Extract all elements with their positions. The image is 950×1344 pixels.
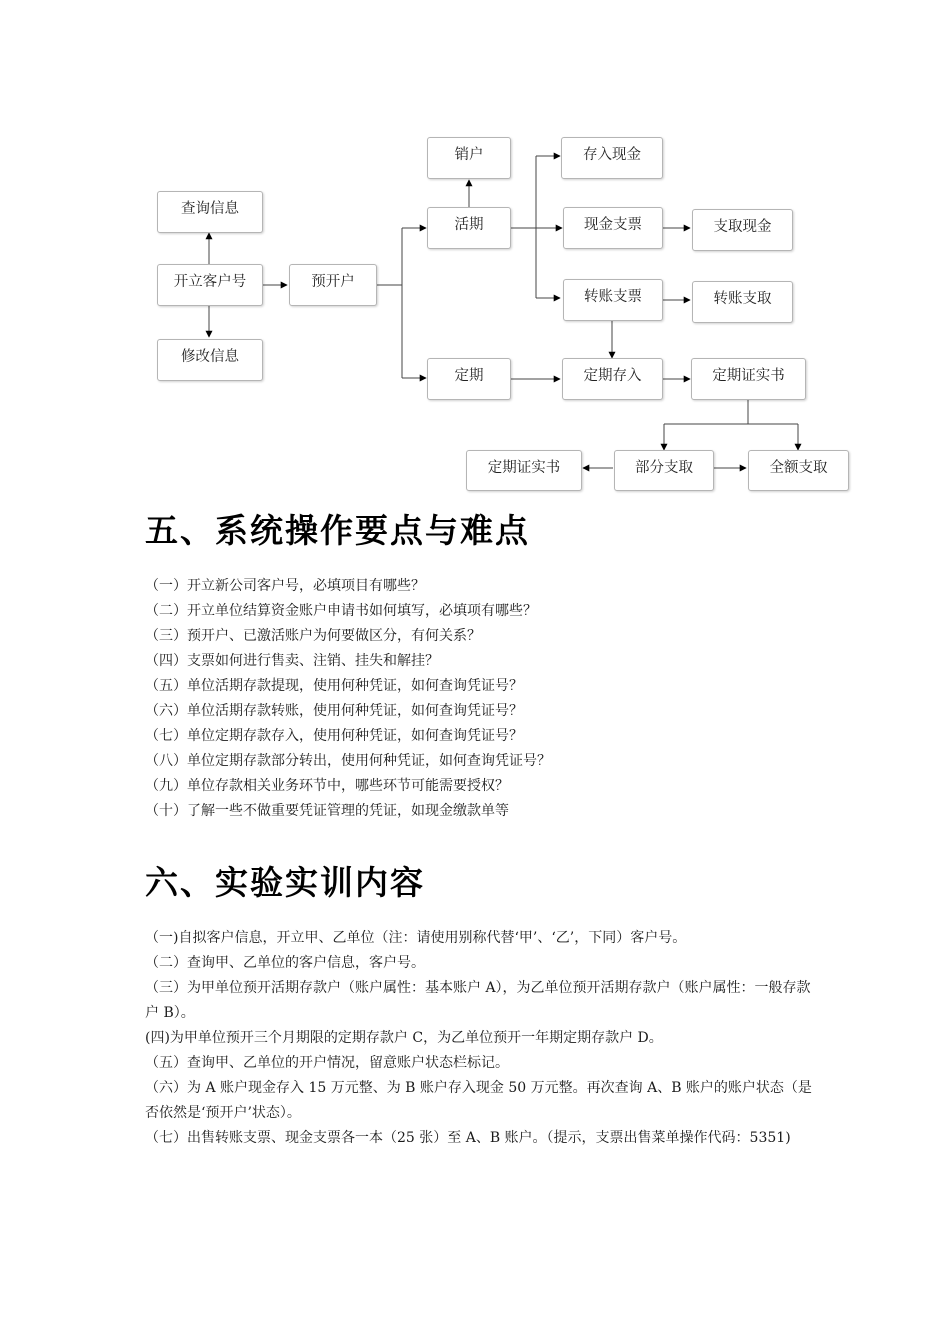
list-item: （五）查询甲、乙单位的开户情况，留意账户状态栏标记。 xyxy=(145,1055,509,1071)
box-current: 活期 xyxy=(427,207,511,249)
box-fixed-certificate-2: 定期证实书 xyxy=(466,450,582,491)
list-item: （三）为甲单位预开活期存款户（账户属性：基本账户 A），为乙单位预开活期存款户（账户属性：一般存款户 B）。 xyxy=(145,980,811,1021)
box-fixed-certificate: 定期证实书 xyxy=(691,358,806,400)
box-query-info: 查询信息 xyxy=(157,191,263,233)
section-5-list xyxy=(145,574,815,824)
box-transfer-withdraw: 转账支取 xyxy=(692,281,793,323)
box-cash-deposit: 存入现金 xyxy=(561,137,663,179)
box-transfer-check: 转账支票 xyxy=(563,279,663,321)
box-cash-check: 现金支票 xyxy=(563,207,663,249)
list-item: （四）支票如何进行售卖、注销、挂失和解挂？ xyxy=(145,653,439,669)
box-partial-withdraw: 部分支取 xyxy=(614,450,714,491)
section-5-heading: 五、系统操作要点与难点 xyxy=(145,511,530,550)
list-item: （二）开立单位结算资金账户申请书如何填写，必填项有哪些？ xyxy=(145,603,537,619)
list-item: （八）单位定期存款部分转出，使用何种凭证，如何查询凭证号？ xyxy=(145,753,551,769)
list-item: (四)为甲单位预开三个月期限的定期存款户 C，为乙单位预开一年期定期存款户 D。 xyxy=(145,1030,663,1046)
box-fixed: 定期 xyxy=(427,358,511,400)
list-item: （一）开立新公司客户号，必填项目有哪些？ xyxy=(145,578,425,594)
section-6-list xyxy=(145,926,815,1151)
list-item: （二）查询甲、乙单位的客户信息，客户号。 xyxy=(145,955,425,971)
flow-diagram xyxy=(0,0,950,500)
list-item: （五）单位活期存款提现，使用何种凭证，如何查询凭证号？ xyxy=(145,678,523,694)
box-fixed-deposit: 定期存入 xyxy=(562,358,663,400)
list-item: （六）单位活期存款转账，使用何种凭证，如何查询凭证号？ xyxy=(145,703,523,719)
box-cash-withdraw: 支取现金 xyxy=(692,209,793,251)
box-close-account: 销户 xyxy=(427,137,511,179)
list-item: （七）出售转账支票、现金支票各一本（25 张）至 A、B 账户。（提示，支票出售菜单操作代码：5351) xyxy=(145,1130,791,1146)
box-pre-open: 预开户 xyxy=(289,264,377,306)
section-6-heading: 六、实验实训内容 xyxy=(145,863,425,902)
list-item: （三）预开户、已激活账户为何要做区分，有何关系？ xyxy=(145,628,481,644)
list-item: （九）单位存款相关业务环节中，哪些环节可能需要授权？ xyxy=(145,778,509,794)
box-open-client: 开立客户号 xyxy=(157,264,263,306)
list-item: （十）了解一些不做重要凭证管理的凭证，如现金缴款单等 xyxy=(145,803,509,819)
box-modify-info: 修改信息 xyxy=(157,339,263,381)
list-item: （一)自拟客户信息，开立甲、乙单位（注：请使用别称代替‘甲’、‘乙’，下同）客户号。 xyxy=(145,930,687,946)
list-item: （六）为 A 账户现金存入 15 万元整、为 B 账户存入现金 50 万元整。再次查询 A、B 账户的账户状态（是否依然是‘预开户’状态）。 xyxy=(145,1080,812,1121)
box-full-withdraw: 全额支取 xyxy=(748,450,849,491)
list-item: （七）单位定期存款存入，使用何种凭证，如何查询凭证号？ xyxy=(145,728,523,744)
